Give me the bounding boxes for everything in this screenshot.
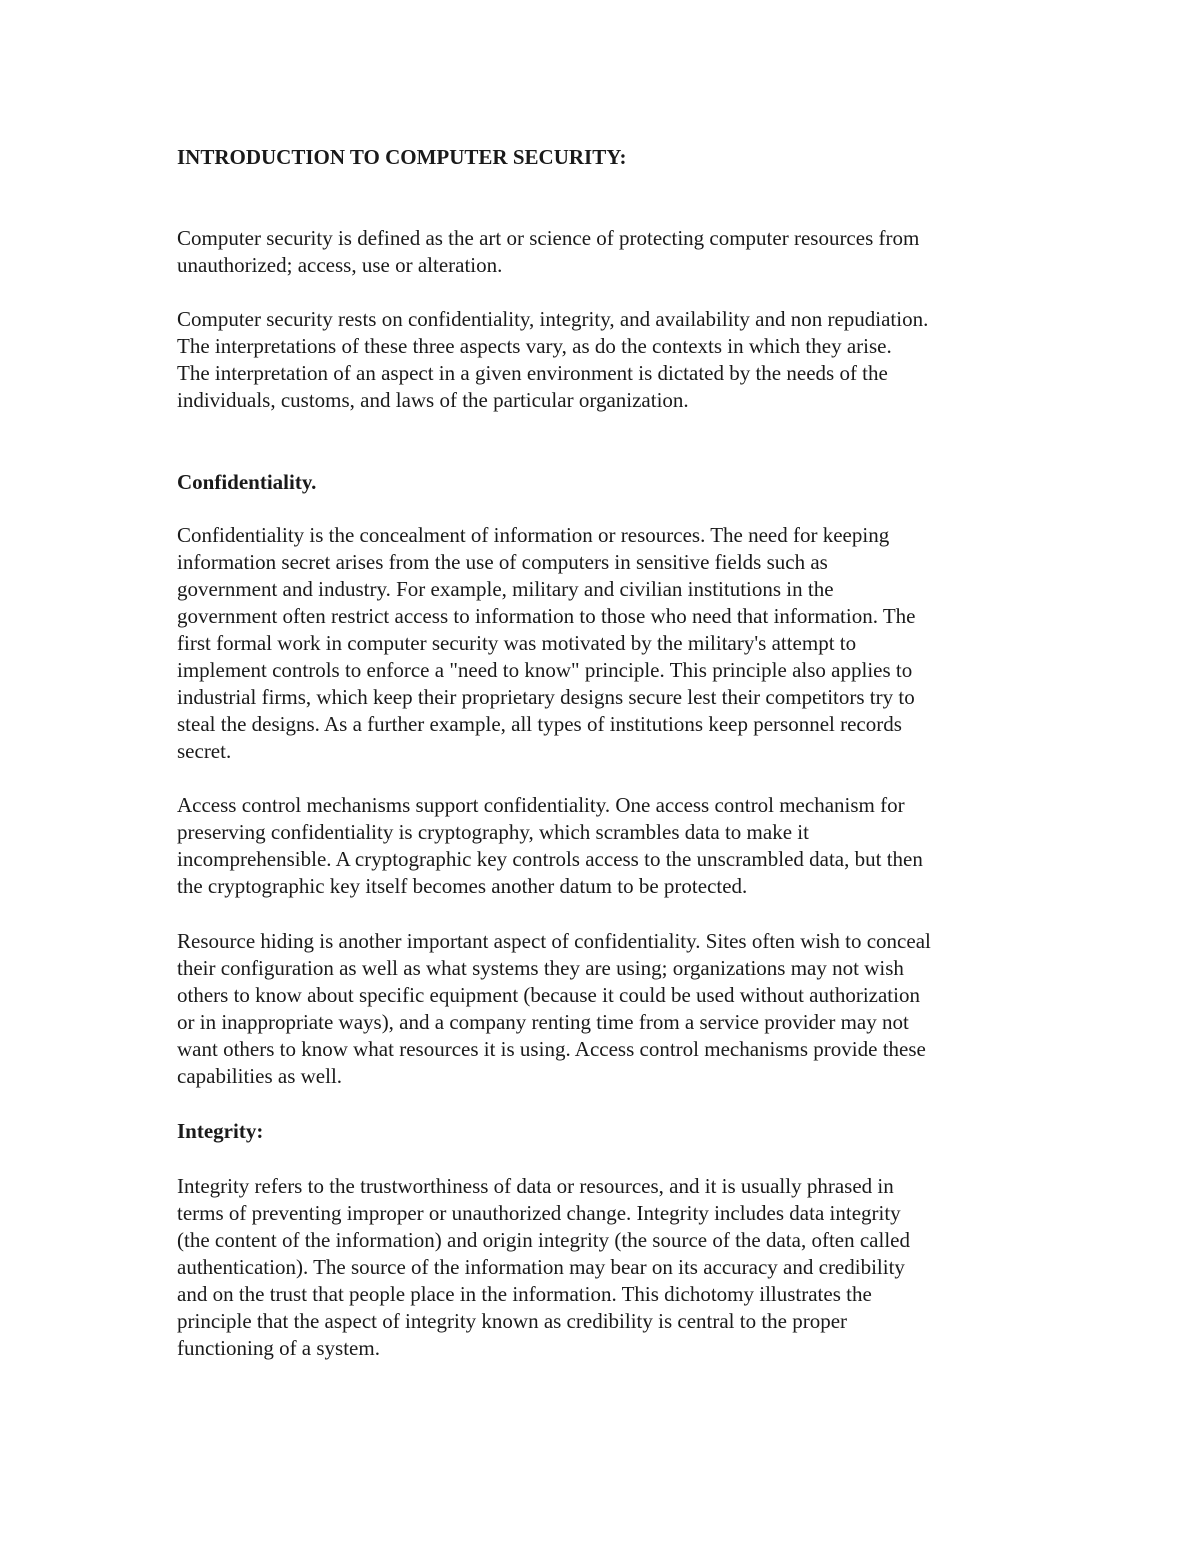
intro-paragraph-1: Computer security is defined as the art or science of protecting computer resources from unauthorized; access, use or alteration.	[177, 226, 920, 277]
integrity-paragraph-1: Integrity refers to the trustworthiness of data or resources, and it is usually phrased in terms of preventing improper or unauthorized change. Integrity includes data integrity (the content of the information) and origin integrity (the source of the data, often called authentication). The source of the information may bear on its accuracy and credibility and on the trust that people place in the information. This dichotomy illustrates the principle that the aspect of integrity known as credibility is central to the proper functioning of a system.	[177, 1174, 910, 1360]
confidentiality-heading: Confidentiality.	[177, 470, 317, 494]
confidentiality-paragraph-3: Resource hiding is another important aspect of confidentiality. Sites often wish to conceal their configuration as well as what systems they are using; organizations may not wish others to know about specific equipment (because it could be used without authorization or in inappropriate ways), and a company renting time from a service provider may not want others to know what resources it is using. Access control mechanisms provide these capabilities as well.	[177, 929, 931, 1088]
confidentiality-paragraph-1: Confidentiality is the concealment of information or resources. The need for keeping information secret arises from the use of computers in sensitive fields such as government and industry. For example, military and civilian institutions in the government often restrict access to information to those who need that information. The first formal work in computer security was motivated by the military's attempt to implement controls to enforce a "need to know" principle. This principle also applies to industrial firms, which keep their proprietary designs secure lest their competitors try to steal the designs. As a further example, all types of institutions keep personnel records secret.	[177, 523, 916, 763]
confidentiality-paragraph-2: Access control mechanisms support confidentiality. One access control mechanism for preserving confidentiality is cryptography, which scrambles data to make it incomprehensible. A cryptographic key controls access to the unscrambled data, but then the cryptographic key itself becomes another datum to be protected.	[177, 793, 923, 898]
document-title: INTRODUCTION TO COMPUTER SECURITY:	[177, 145, 627, 169]
integrity-heading: Integrity:	[177, 1119, 264, 1143]
intro-paragraph-2: Computer security rests on confidentiality, integrity, and availability and non repudiation. The interpretations of these three aspects vary, as do the contexts in which they arise. The interpretation of an aspect in a given environment is dictated by the needs of the individuals, customs, and laws of the particular organization.	[177, 307, 929, 412]
